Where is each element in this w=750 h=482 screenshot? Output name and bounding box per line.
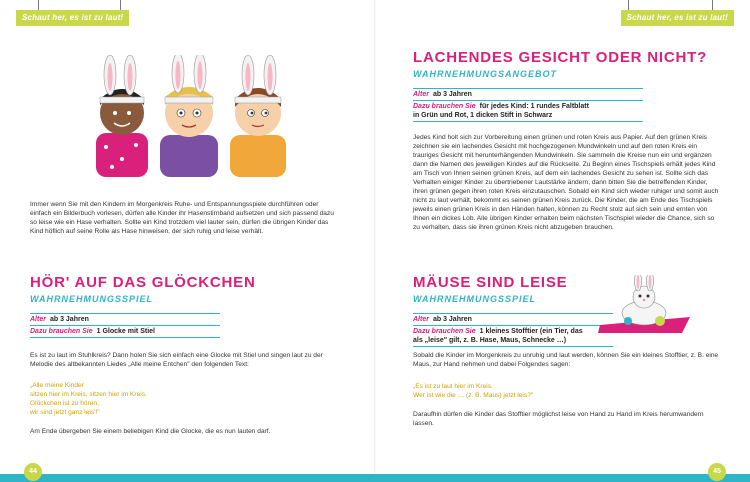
meta-row-materials [413,325,613,347]
gloeckchen-paragraph-1: Es ist zu laut im Stuhlkreis? Dann holen Sie sich einfach eine Glocke mit Stiel und singen laut zu der Melodie des altbekannten Liedes „Alle meine Entchen" den folgenden Text: [30,352,323,368]
meta-box-lachendes-gesicht [413,88,643,122]
section-subtitle-lachendes-gesicht: WAHRNEHMUNGSANGEBOT [413,69,557,79]
meta-row-materials [413,100,643,122]
materials-label: Dazu brauchen Sie [413,103,476,110]
materials-value: 1 Glocke mit Stiel [96,328,155,335]
meta-row-age [413,313,613,325]
girl-right-figure [230,55,286,177]
materials-label: Dazu brauchen Sie [30,328,93,335]
age-value: ab 3 Jahren [432,91,472,98]
age-label: Alter [413,316,429,323]
poem-line: „Es ist zu laut hier im Kreis. [413,383,493,390]
materials-value-continued: in Grün und Rot, 1 dicken Stift in Schwarz [413,112,553,119]
materials-value: für jedes Kind: 1 rundes Faltblatt [479,103,589,110]
intro-paragraph: Immer wenn Sie mit den Kindern im Morgenkreis Ruhe- und Entspannungsspiele durchführen oder einfach ein Bilderbuch vorlesen, dürfen alle Kinder ihr Hasenstirnband aufsetzen und sich passend dazu so leise wie ein Hase verhalten. Sollte ein Kind trotzdem viel lauter sein, dürfen die übrigen Kinder das Kind höflich auf seine Rolle als Hase hinweisen, der sich ruhig und leise verhält. [30,201,334,235]
chapter-banner-right: Schaut her, es ist zu laut! [621,10,734,26]
materials-value: 1 kleines Stofftier (ein Tier, das [479,328,583,335]
meta-box-gloeckchen [30,313,220,338]
poem-line: Wer ist wie die … (z. B. Maus) jetzt leis?" [413,392,534,399]
footer-bar [0,474,750,482]
page-number-right: 45 [708,463,726,481]
gloeckchen-poem [30,381,147,417]
kids-bunny-ears-illustration [90,55,290,180]
section-subtitle-maeuse: WAHRNEHMUNGSSPIEL [413,294,537,304]
girl-left-figure [96,55,148,177]
chapter-banner-left: Schaut her, es ist zu laut! [16,10,129,26]
maeuse-paragraph-1: Sobald die Kinder im Morgenkreis zu unruhig und laut werden, können Sie ein kleines Stofftier, z. B. eine Maus, zur Hand nehmen und dabei Folgendes sagen: [413,352,719,368]
maeuse-paragraph-2: Daraufhin dürfen die Kinder das Stofftier möglichst leise von Hand zu Hand im Kreis herumwandern lassen. [413,411,704,427]
meta-row-age [413,88,643,100]
lachendes-gesicht-paragraph: Jedes Kind holt sich zur Vorbereitung einen grünen und roten Kreis aus Papier. Auf den grünen Kreis zeichnen sie ein lachendes Gesicht mit hochgezogenen Mundwinkeln und auf den roten Kreis ein trauriges Gesicht mit herunterhängenden Mundwinkeln. Sie sammeln die Kreise nun ein und ergänzen dann die Namen des jeweiligen Kindes auf die Rückseite. Zu Beginn eines Tischspiels erhält jedes Kind am Tisch von Ihnen seinen grünen Kreis, auf dem ein lachendes Gesicht zu sehen ist. Sollte sich das Verhalten einiger Kinder zu übertriebener Lautstärke ändern, dann bitten Sie die betreffenden Kinder, ihren grünen gegen ihren roten Kreis einzutauschen. Sobald ein Kind sich wieder ruhiger und somit auch nicht zu laut verhält, bekommt es seinen grünen Kreis zurück. Die Kinder, die am Ende des Tischspiels jeweils einen grünen Kreis in den Händen halten, können zu Recht stolz auf sich sein und ernten von Ihnen ein dickes Lob. Alle übrigen Kinder erhalten beim nächsten Tischspiel wieder die Chance, sich so zu verhalten, dass sie ihren grünen Kreis nicht abzugeben brauchen. [413,134,719,231]
age-label: Alter [413,91,429,98]
age-label: Alter [30,316,46,323]
meta-row-age [30,313,220,325]
section-title-gloeckchen: HÖR' AUF DAS GLÖCKCHEN [30,274,256,291]
bunny-on-rug-illustration [598,275,690,333]
gloeckchen-paragraph-2: Am Ende übergeben Sie einem beliebigen Kind die Glocke, die es nun lauten darf. [30,428,271,435]
book-gutter [374,0,376,482]
poem-line: wir sind jetzt ganz leis'!" [30,409,100,416]
section-title-lachendes-gesicht: LACHENDES GESICHT ODER NICHT? [413,49,708,66]
section-subtitle-gloeckchen: WAHRNEHMUNGSSPIEL [30,294,154,304]
page-number-left: 44 [24,463,42,481]
boy-middle-figure [160,55,218,177]
age-value: ab 3 Jahren [49,316,89,323]
poem-line: Glöckchen ist zu hören, [30,400,99,407]
age-value: ab 3 Jahren [432,316,472,323]
section-title-maeuse: MÄUSE SIND LEISE [413,274,568,291]
materials-value-continued: als „leise" gilt, z. B. Hase, Maus, Schnecke …) [413,337,567,344]
poem-line: sitzen hier im Kreis, sitzen hier im Kreis. [30,391,147,398]
materials-label: Dazu brauchen Sie [413,328,476,335]
meta-box-maeuse [413,313,613,347]
meta-row-materials [30,325,220,338]
maeuse-poem [413,382,533,400]
poem-line: „Alle meine Kinder [30,382,84,389]
